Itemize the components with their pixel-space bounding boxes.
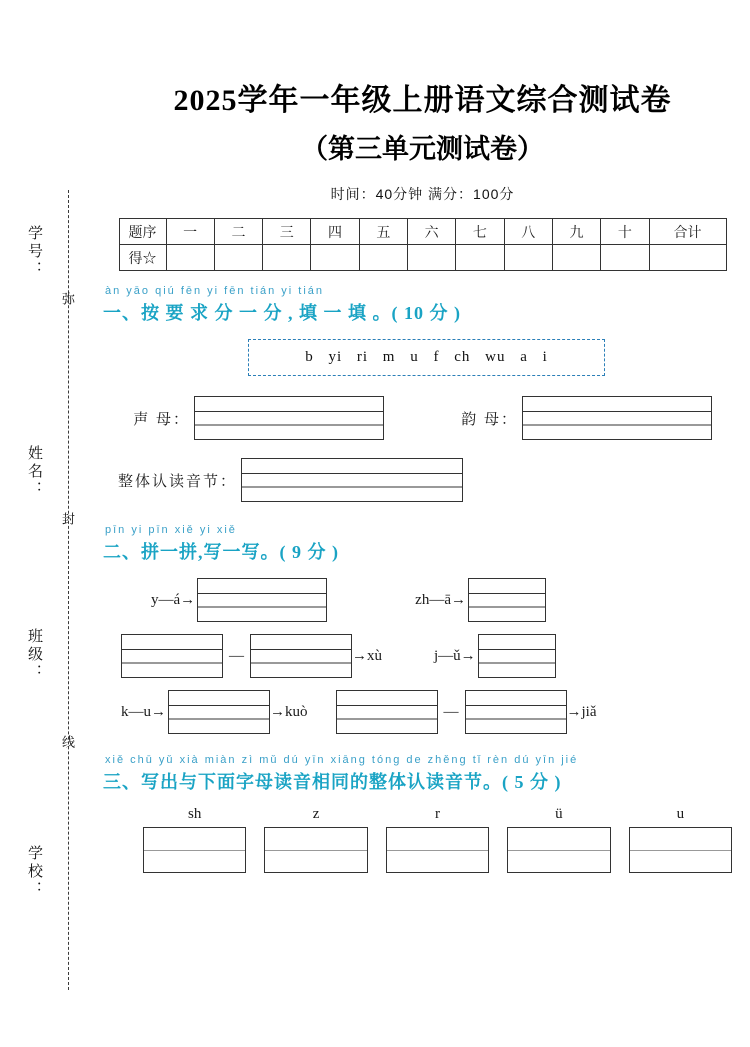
label-zhengtirendu: 整体认读音节： [118, 473, 238, 490]
exercise-2-heading: 二、拼一拼,写一写。( 9 分 ) [103, 542, 339, 562]
ex2-prompt-1b: zh—ā→ [415, 591, 466, 608]
score-cell: 五 [359, 219, 407, 245]
ex2-answer-box[interactable] [468, 578, 546, 622]
ex2-answer-box[interactable] [197, 578, 327, 622]
score-input-cell[interactable] [407, 245, 455, 271]
margin-label-student-id: 学号： [26, 225, 43, 279]
score-input-cell[interactable] [359, 245, 407, 271]
score-cell: 二 [214, 219, 262, 245]
bank-letter: m [382, 349, 396, 365]
ex2-prompt-1a: y—á→ [151, 591, 196, 608]
score-cell: 三 [263, 219, 311, 245]
seal-char-2: 封 [60, 512, 75, 527]
table-row [119, 219, 726, 245]
ex2-answer-box[interactable] [168, 690, 270, 734]
ex3-letter: u [676, 806, 685, 822]
seal-char-1: 弥 [60, 292, 75, 307]
bank-letter: f [433, 349, 440, 365]
score-table [119, 218, 727, 271]
ex2-prompt-2b: j—ǔ→ [434, 647, 476, 664]
margin-label-school: 学校： [26, 845, 43, 899]
score-input-cell[interactable] [504, 245, 552, 271]
exam-margin-strip [0, 0, 95, 1047]
ex3-letter: r [435, 806, 441, 822]
exercise-1 [95, 285, 750, 502]
exercise-3 [95, 754, 750, 873]
ex2-prompt-3a: k—u→ [121, 703, 166, 720]
score-cell: 题序 [119, 219, 166, 245]
exercise-3-pinyin: xiě chū yǔ xià miàn zì mǔ dú yīn xiāng tóng de zhěng tǐ rèn dú yīn jié [105, 754, 579, 766]
score-cell: 四 [311, 219, 359, 245]
score-input-cell-total[interactable] [649, 245, 726, 271]
ex2-result-1: →xù [352, 647, 382, 664]
score-cell: 八 [504, 219, 552, 245]
ex2-dash: — [443, 703, 459, 720]
answer-box-yunmu[interactable] [522, 396, 712, 440]
answer-box-zhengtirendu[interactable] [241, 458, 463, 502]
ex2-dash: — [229, 647, 244, 664]
ex3-letter: z [312, 806, 320, 822]
score-cell: 一 [166, 219, 214, 245]
page-subtitle: （第三单元测试卷） [301, 134, 544, 164]
ex2-answer-box[interactable] [121, 634, 223, 678]
ex3-letter: sh [188, 806, 202, 822]
score-input-cell[interactable] [601, 245, 649, 271]
exercise-2-pinyin: pīn yi pīn xiě yi xiě [105, 524, 237, 536]
seal-char-3: 线 [60, 735, 75, 750]
bank-letter: ri [356, 349, 369, 365]
score-cell: 得☆ [119, 245, 166, 271]
score-input-cell[interactable] [456, 245, 504, 271]
exercise-1-pinyin: àn yāo qiú fēn yi fēn tián yi tián [105, 285, 325, 297]
ex3-answer-box[interactable] [629, 827, 732, 873]
ex3-answer-box[interactable] [386, 827, 489, 873]
bank-letter: i [542, 349, 548, 365]
letter-bank [248, 339, 605, 376]
score-input-cell[interactable] [311, 245, 359, 271]
ex2-answer-box[interactable] [250, 634, 352, 678]
exam-paper [95, 0, 750, 1047]
bank-letter: wu [485, 349, 506, 365]
bank-letter: u [410, 349, 419, 365]
bank-letter: a [520, 349, 528, 365]
table-row [119, 245, 726, 271]
ex2-result-2: →kuò [270, 703, 308, 720]
bank-letter: b [305, 349, 314, 365]
ex2-answer-box[interactable] [336, 690, 438, 734]
score-cell: 六 [407, 219, 455, 245]
score-cell: 十 [601, 219, 649, 245]
bank-letter: ch [454, 349, 471, 365]
bank-letter: yi [328, 349, 343, 365]
score-input-cell[interactable] [263, 245, 311, 271]
seal-dashed-line [68, 190, 69, 990]
score-cell: 九 [552, 219, 600, 245]
exercise-1-heading: 一、按 要 求 分 一 分 , 填 一 填 。( 10 分 ) [103, 303, 461, 323]
score-cell: 七 [456, 219, 504, 245]
exam-meta: 时间：40分钟 满分：100分 [330, 186, 515, 202]
exercise-3-heading: 三、写出与下面字母读音相同的整体认读音节。( 5 分 ) [103, 772, 562, 792]
ex2-answer-box[interactable] [465, 690, 567, 734]
ex3-answer-box[interactable] [143, 827, 246, 873]
answer-box-shengmu[interactable] [194, 396, 384, 440]
page-title: 2025学年一年级上册语文综合测试卷 [173, 84, 672, 117]
ex3-answer-box[interactable] [264, 827, 367, 873]
exercise-2 [95, 524, 750, 734]
label-shengmu: 声 母： [133, 411, 190, 428]
score-cell-total: 合计 [649, 219, 726, 245]
ex2-answer-box[interactable] [478, 634, 556, 678]
ex3-letter: ü [555, 806, 563, 822]
ex2-result-3: →jiǎ [566, 703, 597, 720]
margin-label-name: 姓名： [26, 445, 43, 499]
score-input-cell[interactable] [166, 245, 214, 271]
score-input-cell[interactable] [552, 245, 600, 271]
ex3-answer-box[interactable] [507, 827, 610, 873]
score-input-cell[interactable] [214, 245, 262, 271]
label-yunmu: 韵 母： [461, 411, 518, 428]
margin-label-class: 班级： [26, 628, 43, 682]
